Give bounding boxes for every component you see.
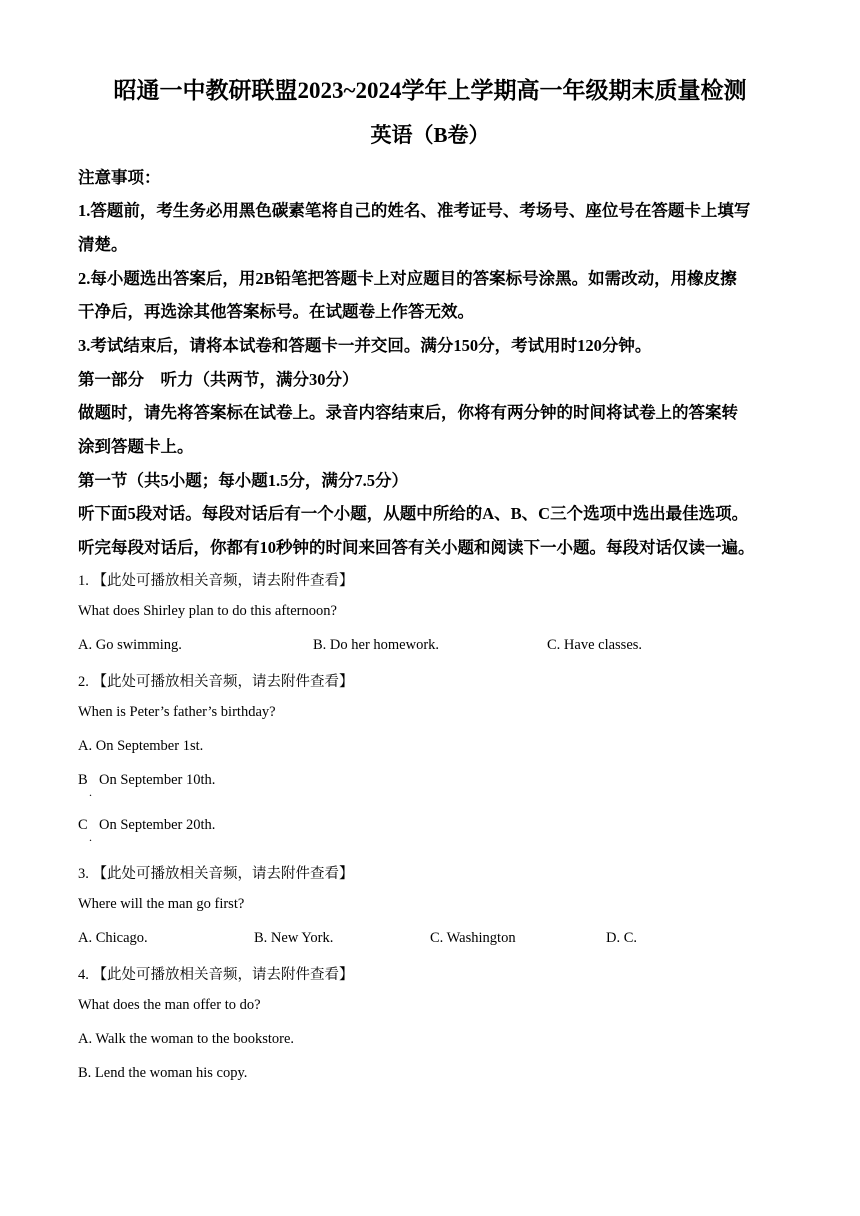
question-4-text: What does the man offer to do? <box>78 997 261 1013</box>
question-2-text: When is Peter’s father’s birthday? <box>78 704 276 720</box>
stray-dot: . <box>89 830 92 844</box>
question-1-option-b: B. Do her homework. <box>313 637 440 653</box>
exam-subtitle: 英语（B卷） <box>370 123 490 147</box>
question-2-option-c-text: On September 20th. <box>99 817 216 833</box>
notice-item-2-line-2: 干净后，再选涂其他答案标号。在试题卷上作答无效。 <box>78 302 474 321</box>
question-3-option-b: B. New York. <box>254 930 334 946</box>
audio-placeholder-3: 3. 【此处可播放相关音频，请去附件查看】 <box>78 866 354 882</box>
question-1-option-c: C. Have classes. <box>547 637 643 653</box>
notice-item-3: 3.考试结束后，请将本试卷和答题卡一并交回。满分150分，考试用时120分钟。 <box>78 336 652 355</box>
question-2-option-b-text: On September 10th. <box>99 772 216 788</box>
audio-placeholder-2: 2. 【此处可播放相关音频，请去附件查看】 <box>78 674 354 690</box>
question-2-option-b-letter: B <box>78 772 88 788</box>
notice-item-2-line-1: 2.每小题选出答案后，用2B铅笔把答题卡上对应题目的答案标号涂黑。如需改动，用橡皮擦 <box>78 269 737 288</box>
question-3-text: Where will the man go first? <box>78 896 245 912</box>
audio-placeholder-1: 1. 【此处可播放相关音频，请去附件查看】 <box>78 573 354 589</box>
question-3-option-d: D. C. <box>606 930 638 946</box>
question-1-text: What does Shirley plan to do this afternoon? <box>78 603 337 619</box>
question-2-option-a: A. On September 1st. <box>78 738 204 754</box>
notice-item-1-line-1: 1.答题前，考生务必用黑色碳素笔将自己的姓名、准考证号、考场号、座位号在答题卡上填写 <box>78 201 751 220</box>
exam-title: 昭通一中教研联盟2023~2024学年上学期高一年级期末质量检测 <box>113 78 747 103</box>
stray-dot: . <box>89 785 92 799</box>
section1-instruction-line-1: 听下面5段对话。每段对话后有一个小题，从题中所给的A、B、C三个选项中选出最佳选项。 <box>78 504 749 523</box>
question-4-option-b: B. Lend the woman his copy. <box>78 1065 248 1081</box>
part1-heading: 第一部分 听力（共两节，满分30分） <box>78 370 359 389</box>
question-2-option-c-letter: C <box>78 817 88 833</box>
question-1-option-a: A. Go swimming. <box>78 637 182 653</box>
part1-instruction-line-2: 涂到答题卡上。 <box>78 437 194 456</box>
notice-heading: 注意事项： <box>78 168 161 187</box>
question-3-option-c: C. Washington <box>430 930 516 946</box>
notice-item-1-line-2: 清楚。 <box>78 235 128 254</box>
question-4-option-a: A. Walk the woman to the bookstore. <box>78 1031 295 1047</box>
audio-placeholder-4: 4. 【此处可播放相关音频，请去附件查看】 <box>78 967 354 983</box>
section1-instruction-line-2: 听完每段对话后，你都有10秒钟的时间来回答有关小题和阅读下一小题。每段对话仅读一遍。 <box>78 538 755 557</box>
part1-instruction-line-1: 做题时，请先将答案标在试卷上。录音内容结束后，你将有两分钟的时间将试卷上的答案转 <box>78 403 738 422</box>
question-3-option-a: A. Chicago. <box>78 930 148 946</box>
section1-heading: 第一节（共5小题；每小题1.5分，满分7.5分） <box>78 471 408 490</box>
